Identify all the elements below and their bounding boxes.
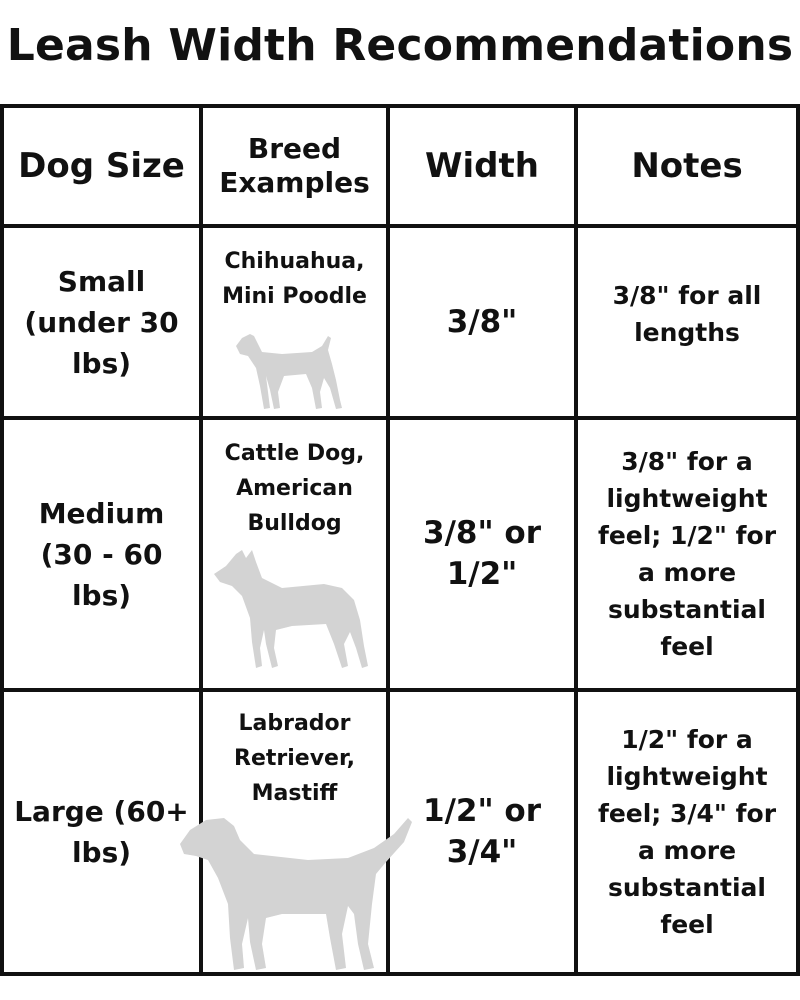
small-dog-silhouette-icon bbox=[232, 330, 344, 412]
header-width: Width bbox=[425, 146, 539, 186]
table-row-notes: 1/2" for a lightweight feel; 3/4" for a more substantial feel bbox=[597, 725, 777, 939]
table-row-width: 3/8" or 1/2" bbox=[423, 515, 541, 592]
table-row-width: 3/8" bbox=[446, 303, 518, 340]
header-notes: Notes bbox=[631, 146, 743, 186]
table-row-width: 1/2" or 3/4" bbox=[423, 793, 541, 870]
table-row-notes: 3/8" for a lightweight feel; 1/2" for a more substantial feel bbox=[597, 447, 777, 661]
page-title: Leash Width Recommendations bbox=[6, 20, 794, 71]
table-row-notes: 3/8" for all lengths bbox=[612, 281, 762, 347]
table-row-size: Medium (30 - 60 lbs) bbox=[38, 496, 165, 612]
large-dog-silhouette-icon bbox=[178, 814, 418, 974]
header-dog-size: Dog Size bbox=[18, 146, 185, 186]
table-row-breeds: Chihuahua, Mini Poodle bbox=[222, 249, 367, 309]
table-row-breeds: Labrador Retriever, Mastiff bbox=[234, 711, 355, 806]
table-row-size: Small (under 30 lbs) bbox=[24, 264, 179, 380]
table-row-breeds: Cattle Dog, American Bulldog bbox=[224, 441, 365, 536]
header-breed-examples: Breed Examples bbox=[219, 132, 370, 199]
table-row-size: Large (60+ lbs) bbox=[14, 795, 189, 869]
medium-dog-silhouette-icon bbox=[212, 548, 370, 674]
table-border-right bbox=[796, 104, 800, 976]
